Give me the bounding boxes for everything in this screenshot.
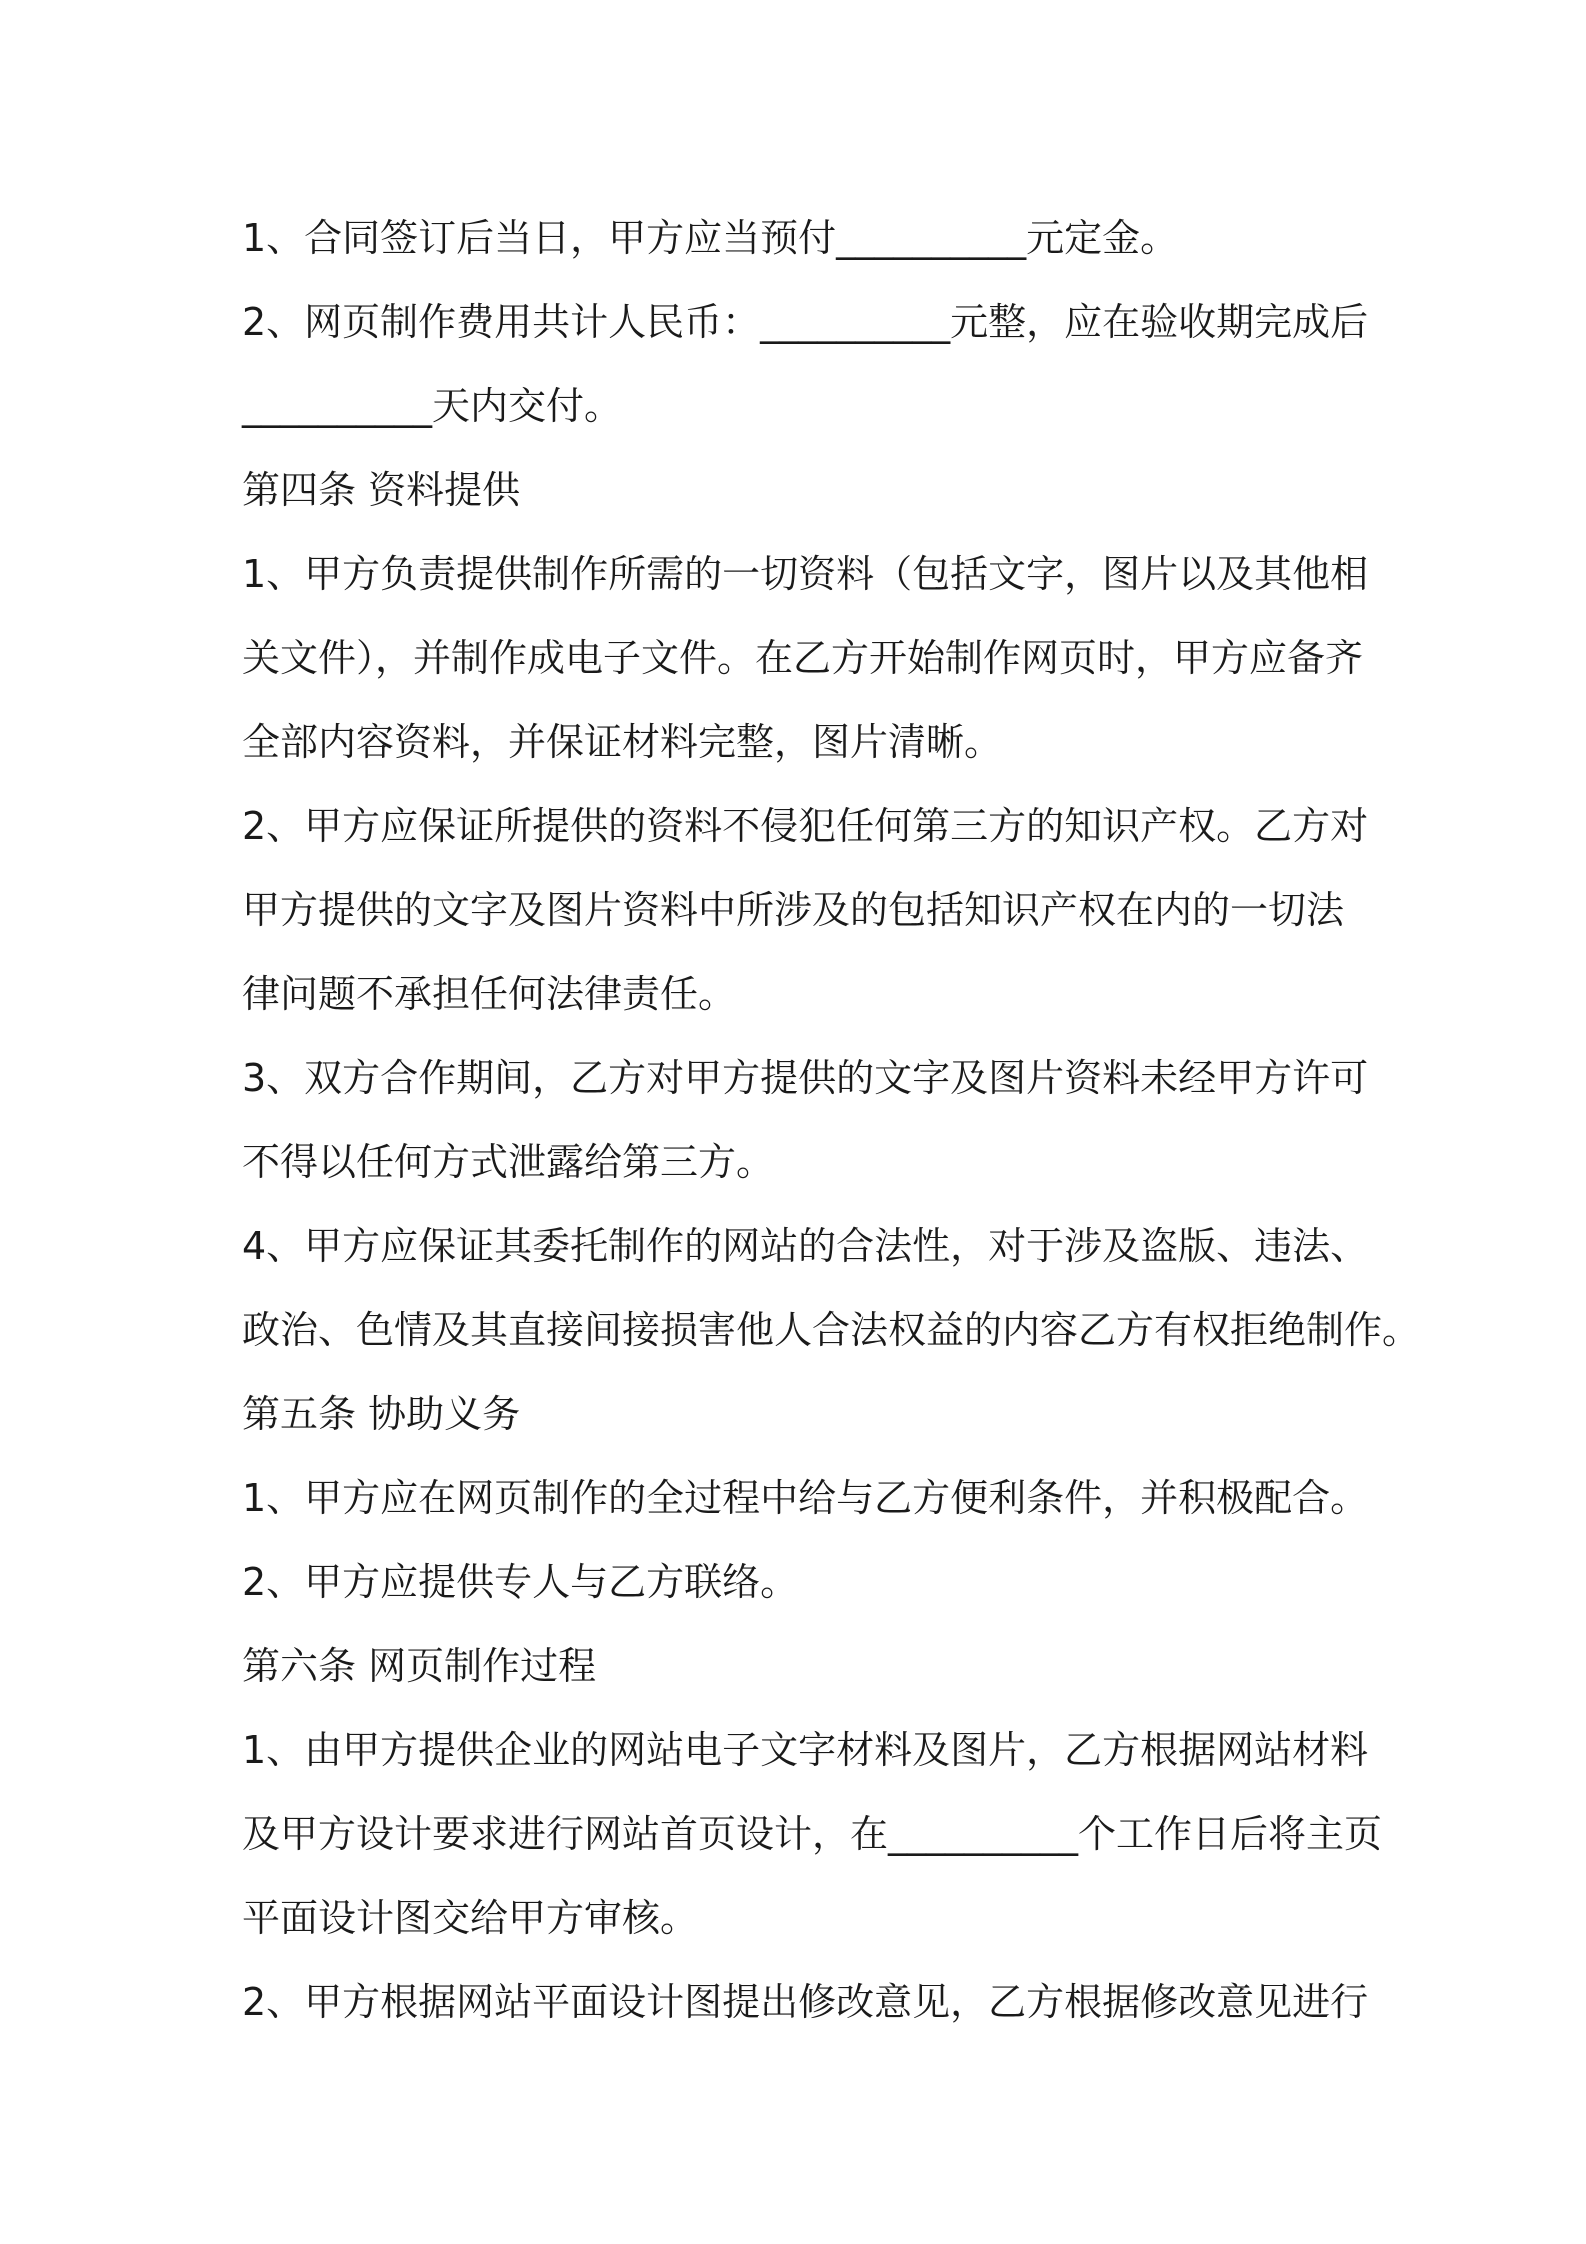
clause-4-item-1: 1、甲方负责提供制作所需的一切资料（包括文字，图片以及其他相 [242,552,1369,596]
clause-5-item-1: 1、甲方应在网页制作的全过程中给与乙方便利条件，并积极配合。 [242,1476,1369,1520]
clause-6-item-1-cont: 及甲方设计要求进行网站首页设计，在__________个工作日后将主页 [242,1812,1383,1856]
clause-4-item-1-cont: 关文件），并制作成电子文件。在乙方开始制作网页时，甲方应备齐 [242,636,1364,680]
clause-4-item-2: 2、甲方应保证所提供的资料不侵犯任何第三方的知识产权。乙方对 [242,804,1369,848]
document-body [242,196,1421,2044]
clause-6-item-2: 2、甲方根据网站平面设计图提出修改意见，乙方根据修改意见进行 [242,1980,1369,2024]
section-heading-5: 第五条 协助义务 [242,1392,521,1436]
clause-3-item-1: 1、合同签订后当日，甲方应当预付__________元定金。 [242,216,1179,260]
section-heading-6: 第六条 网页制作过程 [242,1644,597,1688]
clause-4-item-2-cont: 甲方提供的文字及图片资料中所涉及的包括知识产权在内的一切法 [242,888,1345,932]
clause-5-item-2: 2、甲方应提供专人与乙方联络。 [242,1560,799,1604]
clause-4-item-4: 4、甲方应保证其委托制作的网站的合法性，对于涉及盗版、违法、 [242,1224,1369,1268]
clause-4-item-1-cont: 全部内容资料，并保证材料完整，图片清晰。 [242,720,1003,764]
clause-6-item-1: 1、由甲方提供企业的网站电子文字材料及图片，乙方根据网站材料 [242,1728,1369,1772]
clause-4-item-2-cont: 律问题不承担任何法律责任。 [242,972,737,1016]
section-heading-4: 第四条 资料提供 [242,468,521,512]
clause-4-item-3: 3、双方合作期间，乙方对甲方提供的文字及图片资料未经甲方许可 [242,1056,1369,1100]
clause-4-item-3-cont: 不得以任何方式泄露给第三方。 [242,1140,775,1184]
clause-3-item-2-cont: __________天内交付。 [242,384,623,428]
clause-3-item-2: 2、网页制作费用共计人民币：__________元整，应在验收期完成后 [242,300,1369,344]
clause-6-item-1-cont: 平面设计图交给甲方审核。 [242,1896,699,1940]
clause-4-item-4-cont: 政治、色情及其直接间接损害他人合法权益的内容乙方有权拒绝制作。 [242,1308,1421,1352]
